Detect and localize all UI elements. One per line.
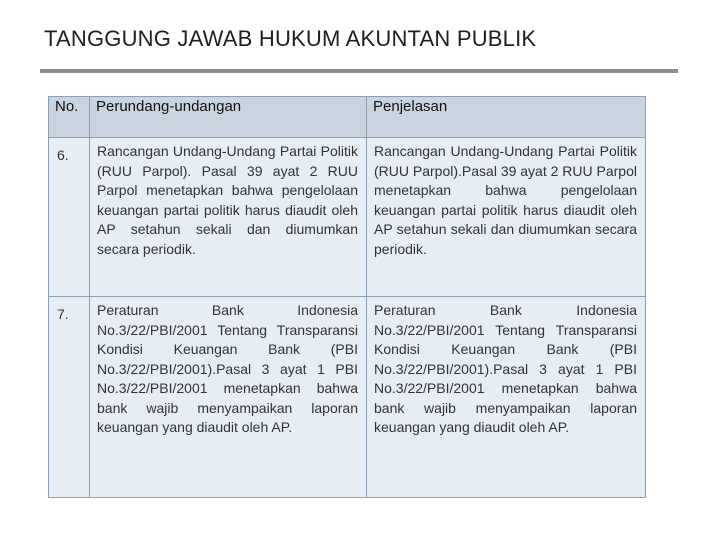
regulation-cell: Rancangan Undang-Undang Partai Politik (RUU Parpol). Pasal 39 ayat 2 RUU Parpol menetapkan bahwa pengelolaan keuangan partai politik harus diaudit oleh AP setahun sekali dan diumumkan secara periodik. <box>90 138 367 297</box>
table-row <box>49 297 646 498</box>
explanation-cell: Peraturan Bank Indonesia No.3/22/PBI/2001 Tentang Transparansi Kondisi Keuangan Bank (PBI No.3/22/PBI/2001).Pasal 3 ayat 1 PBI No.3/22/PBI/2001 menetapkan bahwa bank wajib menyampaikan laporan keuangan yang diaudit oleh AP. <box>367 297 646 498</box>
regulation-cell: Peraturan Bank Indonesia No.3/22/PBI/2001 Tentang Transparansi Kondisi Keuangan Bank (PBI No.3/22/PBI/2001).Pasal 3 ayat 1 PBI No.3/22/PBI/2001 menetapkan bahwa bank wajib menyampaikan laporan keuangan yang diaudit oleh AP. <box>90 297 367 498</box>
title-divider <box>40 69 678 73</box>
page-title: TANGGUNG JAWAB HUKUM AKUNTAN PUBLIK <box>44 26 537 51</box>
table-row <box>49 138 646 297</box>
row-number: 6. <box>49 138 90 297</box>
header-no: No. <box>49 97 90 138</box>
header-explanation: Penjelasan <box>367 97 646 138</box>
row-number: 7. <box>49 297 90 498</box>
header-regulation: Perundang-undangan <box>90 97 367 138</box>
table-header-row <box>49 97 646 138</box>
regulation-table <box>48 96 646 498</box>
explanation-cell: Rancangan Undang-Undang Partai Politik (RUU Parpol).Pasal 39 ayat 2 RUU Parpol menetapkan bahwa pengelolaan keuangan partai politik harus diaudit oleh AP setahun sekali dan diumumkan secara periodik. <box>367 138 646 297</box>
